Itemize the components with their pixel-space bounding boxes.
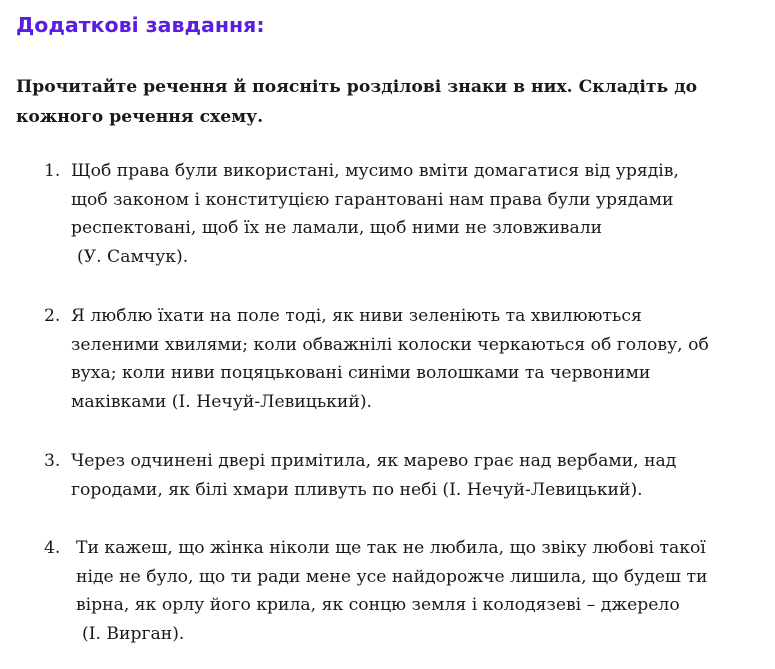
sentence-line: щоб законом і конституцією гарантовані нам права були урядами (71, 189, 674, 210)
instruction-line: кожного речення схему. (16, 107, 264, 127)
sentence-line: респектовані, щоб їх не ламали, щоб ними не зловживали (71, 218, 603, 238)
sentence-line: вуха; коли ниви поцяцьковані синіми волошками та червоними (71, 363, 651, 383)
list-item (44, 447, 764, 504)
list-item-number: 1. (44, 161, 61, 181)
list-item-number: 4. (44, 538, 61, 558)
sentence-line: вірна, як орлу його крила, як сонцю земля і колодязеві – джерело (76, 595, 680, 615)
instruction-line: Прочитайте речення й поясніть розділові знаки в них. Складіть до (16, 77, 698, 97)
task-instruction (16, 72, 756, 132)
sentence-line: Через одчинені двері примітила, як марево грає над вербами, над (71, 451, 677, 471)
list-item-number: 3. (44, 451, 61, 471)
section-heading: Додаткові завдання: (16, 13, 265, 37)
sentence-author: (І. Вирган). (82, 623, 185, 644)
sentence-line: Ти кажеш, що жінка ніколи ще так не любила, що звіку любові такої (76, 538, 706, 558)
list-item (44, 302, 764, 416)
list-item (44, 534, 764, 648)
sentence-line: ніде не було, що ти ради мене усе найдорожче лишила, що будеш ти (76, 566, 708, 587)
list-item (44, 157, 764, 271)
sentence-line: Я люблю їхати на поле тоді, як ниви зеленіють та хвилюються (71, 306, 642, 326)
sentence-line: Щоб права були використані, мусимо вміти домагатися від урядів, (71, 161, 679, 181)
sentence-line: зеленими хвилями; коли обважнілі колоски черкаються об голову, об (71, 334, 709, 355)
sentence-author: (У. Самчук). (77, 246, 189, 267)
sentence-line: маківками (І. Нечуй-Левицький). (71, 391, 373, 412)
sentence-line: городами, як білі хмари пливуть по небі (І. Нечуй-Левицький). (71, 479, 643, 500)
list-item-number: 2. (44, 306, 61, 326)
